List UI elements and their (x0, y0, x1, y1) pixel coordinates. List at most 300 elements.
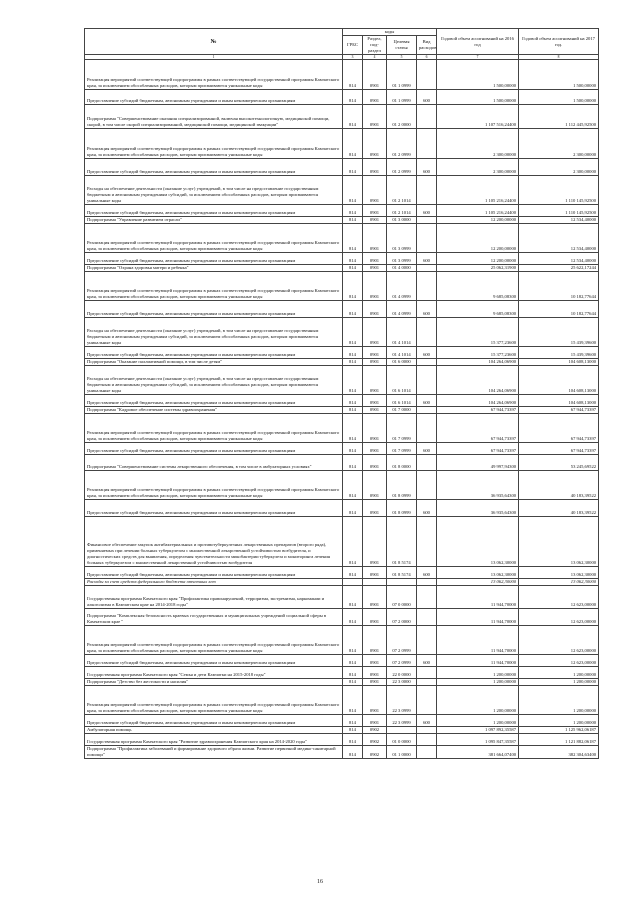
row-grbs: 814 (343, 224, 363, 253)
row-vid (417, 626, 437, 655)
row-vid (417, 734, 437, 746)
row-name: Расходы за счет средств федерального бюджета отчетных лет (85, 579, 343, 586)
row-target: 01 7 0999 (387, 414, 417, 443)
row-amount-2017: 12 623,00000 (519, 626, 599, 655)
row-grbs: 814 (343, 159, 363, 176)
row-amount-2016: 381 664,07400 (437, 746, 519, 759)
row-name: Предоставление субсидий бюджетным, автономным учреждениям и иным некоммерческим организациям (85, 301, 343, 318)
row-target: 01 3 0000 (387, 217, 417, 224)
row-grbs: 814 (343, 455, 363, 471)
table-row (85, 272, 599, 301)
row-grbs: 814 (343, 655, 363, 667)
header-vid: Вид расходов (417, 36, 437, 55)
row-vid (417, 60, 437, 90)
row-amount-2017: 1 112 445,92500 (519, 105, 599, 129)
column-number: 5 (387, 55, 417, 60)
row-amount-2017: 10 182,77644 (519, 301, 599, 318)
row-vid (417, 746, 437, 759)
table-row (85, 626, 599, 655)
table-row (85, 679, 599, 686)
row-target: 01 3 0999 (387, 224, 417, 253)
row-name: Предоставление субсидий бюджетным, автономным учреждениям и иным некоммерческим организациям (85, 655, 343, 667)
row-vid: 600 (417, 159, 437, 176)
row-target: 01 8 0000 (387, 455, 417, 471)
row-name: Предоставление субсидий бюджетным, автономным учреждениям и иным некоммерческим организациям (85, 159, 343, 176)
row-amount-2016: 11 944,70000 (437, 655, 519, 667)
row-vid (417, 667, 437, 679)
row-name: Подпрограмма "Совершенствование оказания специализированной, включая высокотехнологичную, медицинской помощи, скорой, в том числе скорой специализированной, медицинской помощи, медицинской эвакуации" (85, 105, 343, 129)
row-amount-2016: 104 264,06900 (437, 395, 519, 407)
row-razdel: 0901 (363, 176, 387, 205)
table-row (85, 253, 599, 265)
column-number: 4 (363, 55, 387, 60)
table-row (85, 159, 599, 176)
row-amount-2016: 1 200,00000 (437, 686, 519, 715)
row-amount-2016: 1 500,00000 (437, 90, 519, 105)
row-razdel: 0901 (363, 159, 387, 176)
row-vid: 600 (417, 655, 437, 667)
row-amount-2016: 104 264,06900 (437, 366, 519, 395)
row-razdel: 0902 (363, 734, 387, 746)
row-amount-2016: 15 377,23600 (437, 318, 519, 347)
table-row (85, 90, 599, 105)
row-vid (417, 272, 437, 301)
row-amount-2016: 36 935,64300 (437, 471, 519, 500)
row-amount-2016: 67 944,73397 (437, 414, 519, 443)
row-amount-2017: 2 300,00000 (519, 159, 599, 176)
table-row (85, 443, 599, 455)
row-grbs: 814 (343, 217, 363, 224)
row-name: Реализация мероприятий соответствующей подпрограммы в рамках соответствующей государственной программы Камчатского края, за исключением обособленных расходов, которым присваиваются уникальные коды (85, 471, 343, 500)
row-amount-2017: 1 110 145,92500 (519, 176, 599, 205)
row-amount-2017: 15 439,39600 (519, 347, 599, 359)
row-amount-2016: 1 105 216,24400 (437, 176, 519, 205)
row-amount-2017: 67 944,73397 (519, 414, 599, 443)
row-amount-2017: 1 500,00000 (519, 60, 599, 90)
row-name: Предоставление субсидий бюджетным, автономным учреждениям и иным некоммерческим организациям (85, 395, 343, 407)
row-razdel: 0902 (363, 746, 387, 759)
row-name: Подпрограмма "Детство без жестокости и насилия" (85, 679, 343, 686)
row-name: Реализация мероприятий соответствующей подпрограммы в рамках соответствующей государственной программы Камчатского края, за исключением обособленных расходов, которым присваиваются уникальные коды (85, 686, 343, 715)
row-amount-2016: 67 944,73397 (437, 407, 519, 414)
table-row (85, 471, 599, 500)
row-name: Реализация мероприятий соответствующей подпрограммы в рамках соответствующей государственной программы Камчатского края, за исключением обособленных расходов, которым присваиваются уникальные коды (85, 224, 343, 253)
column-number: 3 (343, 55, 363, 60)
row-amount-2017: 12 534,40000 (519, 217, 599, 224)
row-name: Амбулаторная помощь (85, 727, 343, 734)
row-name: Государственная программа Камчатского края "Развитие здравоохранения Камчатского края на 2014-2020 годы" (85, 734, 343, 746)
header-grbs: ГРБС (343, 36, 363, 55)
row-grbs: 814 (343, 60, 363, 90)
row-vid (417, 586, 437, 609)
row-razdel: 0901 (363, 679, 387, 686)
table-row (85, 129, 599, 159)
table-row (85, 727, 599, 734)
row-name: Предоставление субсидий бюджетным, автономным учреждениям и иным некоммерческим организациям (85, 567, 343, 579)
header-codes: коды (343, 29, 437, 36)
row-razdel: 0901 (363, 471, 387, 500)
row-grbs: 814 (343, 727, 363, 734)
row-amount-2017: 1 200,00000 (519, 667, 599, 679)
row-amount-2016: 1 105 216,24400 (437, 205, 519, 217)
row-amount-2017: 104 608,13000 (519, 366, 599, 395)
row-target: 01 6 1014 (387, 395, 417, 407)
row-razdel: 0901 (363, 105, 387, 129)
table-row (85, 686, 599, 715)
row-amount-2016: 1 097 892,35587 (437, 727, 519, 734)
row-vid (417, 359, 437, 366)
row-amount-2016: 67 944,73397 (437, 443, 519, 455)
row-razdel: 0901 (363, 301, 387, 318)
row-vid: 600 (417, 443, 437, 455)
table-row (85, 746, 599, 759)
row-name: Подпрограмма "Комплексная безопасность краевых государственных и муниципальных учреждений социальной сферы в Камчатском крае " (85, 609, 343, 626)
row-grbs: 814 (343, 517, 363, 567)
table-row (85, 105, 599, 129)
row-amount-2016: 36 935,64300 (437, 500, 519, 517)
row-target: 01 2 0000 (387, 105, 417, 129)
row-razdel: 0901 (363, 224, 387, 253)
row-amount-2016: 13 062,30000 (437, 517, 519, 567)
header-2016: Годовой объем ассигнований на 2016 год (437, 29, 519, 55)
table-row (85, 715, 599, 727)
row-target: 01 8 5174 (387, 517, 417, 567)
row-amount-2016: 9 685,08300 (437, 272, 519, 301)
row-amount-2017: 1 121 882,06187 (519, 734, 599, 746)
table-row (85, 407, 599, 414)
row-amount-2016: 104 264,06900 (437, 359, 519, 366)
row-grbs: 814 (343, 407, 363, 414)
row-amount-2016: 1 200,00000 (437, 715, 519, 727)
row-razdel: 0901 (363, 129, 387, 159)
row-vid (417, 129, 437, 159)
row-vid (417, 105, 437, 129)
row-razdel: 0901 (363, 347, 387, 359)
budget-table (84, 28, 599, 759)
row-grbs: 814 (343, 679, 363, 686)
row-grbs: 814 (343, 667, 363, 679)
row-amount-2017: 67 944,73397 (519, 443, 599, 455)
row-amount-2017: 13 062,30000 (519, 517, 599, 567)
row-grbs: 814 (343, 715, 363, 727)
table-row (85, 567, 599, 579)
column-number: 8 (519, 55, 599, 60)
row-grbs: 814 (343, 90, 363, 105)
row-name: Государственная программа Камчатского края "Семья и дети Камчатки на 2015-2018 годы" (85, 667, 343, 679)
row-razdel: 0901 (363, 609, 387, 626)
row-amount-2016: 2 300,00000 (437, 129, 519, 159)
header-razdel: Раздел, под-раздел (363, 36, 387, 55)
row-razdel: 0902 (363, 727, 387, 734)
row-amount-2016: 12 200,00000 (437, 217, 519, 224)
row-target: 22 3 0999 (387, 715, 417, 727)
table-row (85, 217, 599, 224)
table-row (85, 301, 599, 318)
row-grbs: 814 (343, 105, 363, 129)
row-target: 01 6 0000 (387, 359, 417, 366)
row-grbs: 814 (343, 746, 363, 759)
row-name: Реализация мероприятий соответствующей подпрограммы в рамках соответствующей государственной программы Камчатского края, за исключением обособленных расходов, которым присваиваются уникальные коды (85, 626, 343, 655)
row-vid: 600 (417, 205, 437, 217)
row-amount-2017: 1 200,00000 (519, 715, 599, 727)
row-grbs: 814 (343, 176, 363, 205)
row-razdel: 0901 (363, 686, 387, 715)
row-vid (417, 579, 437, 586)
row-target: 01 8 5174 (387, 567, 417, 579)
table-row (85, 359, 599, 366)
row-vid (417, 727, 437, 734)
row-amount-2017: 12 623,00000 (519, 586, 599, 609)
row-name: Подпрограмма "Охрана здоровья матери и ребенка" (85, 265, 343, 272)
row-amount-2017: 53 245,69522 (519, 455, 599, 471)
row-grbs: 814 (343, 586, 363, 609)
row-amount-2017: 15 439,39600 (519, 318, 599, 347)
page-number: 16 (317, 879, 323, 885)
row-target: 01 3 0999 (387, 253, 417, 265)
budget-table-page (84, 28, 598, 759)
row-amount-2016: 15 377,23600 (437, 347, 519, 359)
row-grbs: 814 (343, 129, 363, 159)
row-target: 22 0 0000 (387, 667, 417, 679)
row-vid (417, 455, 437, 471)
row-target: 01 2 0999 (387, 159, 417, 176)
row-target: 01 0 0000 (387, 734, 417, 746)
row-target: 22 3 0000 (387, 679, 417, 686)
row-grbs: 814 (343, 253, 363, 265)
row-grbs: 814 (343, 347, 363, 359)
table-row (85, 455, 599, 471)
table-row (85, 265, 599, 272)
row-amount-2017: 25 622,17244 (519, 265, 599, 272)
row-razdel: 0901 (363, 626, 387, 655)
row-target: 22 3 0999 (387, 686, 417, 715)
row-grbs: 814 (343, 626, 363, 655)
row-name: Финансовое обеспечение закупок антибактериальных и противотуберкулезных лекарственных препаратов (второго ряда), применяемых при лечении больных туберкулезом с множественной лекарственной устойчивостью возбудителя, и диагностических средств для выявления, определения чувствительности микобактерии туберкулеза и мониторинга лечения больных туберкулезом с множественной лекарственной устойчивостью возбудителя (85, 517, 343, 567)
row-amount-2016: 1 095 847,35587 (437, 734, 519, 746)
row-name: Государственная программа Камчатского края "Профилактика правонарушений, терроризма, экстремизма, наркомании и алкоголизма в Камчатском крае на 2014-2018 годы" (85, 586, 343, 609)
row-name: Расходы на обеспечение деятельности (оказание услуг) учреждений, в том числе на предоставление государственным бюджетным и автономным учреждениям субсидий, за исключением обособленных расходов, которым присваиваются уникальные коды (85, 318, 343, 347)
row-amount-2016: 11 944,70000 (437, 626, 519, 655)
row-razdel: 0901 (363, 395, 387, 407)
row-razdel: 0901 (363, 414, 387, 443)
table-row (85, 609, 599, 626)
row-amount-2016: 1 200,00000 (437, 667, 519, 679)
row-amount-2017: 1 125 962,06187 (519, 727, 599, 734)
table-row (85, 347, 599, 359)
row-vid (417, 471, 437, 500)
row-vid (417, 265, 437, 272)
row-amount-2016: 12 200,00000 (437, 253, 519, 265)
row-target: 01 4 0000 (387, 265, 417, 272)
row-vid (417, 217, 437, 224)
table-row (85, 176, 599, 205)
row-amount-2017: 40 183,39522 (519, 500, 599, 517)
row-vid (417, 407, 437, 414)
row-razdel: 0901 (363, 455, 387, 471)
row-target: 01 1 0999 (387, 90, 417, 105)
row-razdel: 0901 (363, 586, 387, 609)
row-grbs: 814 (343, 443, 363, 455)
table-row (85, 579, 599, 586)
row-razdel: 0901 (363, 517, 387, 567)
row-amount-2017: 1 200,00000 (519, 686, 599, 715)
row-amount-2016: 1 200,00000 (437, 679, 519, 686)
row-razdel: 0901 (363, 253, 387, 265)
row-grbs: 814 (343, 318, 363, 347)
row-vid (417, 679, 437, 686)
row-grbs: 814 (343, 471, 363, 500)
row-name: Предоставление субсидий бюджетным, автономным учреждениям и иным некоммерческим организациям (85, 715, 343, 727)
table-row (85, 318, 599, 347)
row-target: 01 1 0999 (387, 60, 417, 90)
row-razdel: 0901 (363, 567, 387, 579)
row-grbs: 814 (343, 205, 363, 217)
row-vid (417, 176, 437, 205)
row-amount-2017: 12 534,40000 (519, 224, 599, 253)
row-vid (417, 366, 437, 395)
row-vid (417, 686, 437, 715)
row-amount-2017: 40 183,39522 (519, 471, 599, 500)
row-grbs: 814 (343, 265, 363, 272)
row-razdel: 0901 (363, 366, 387, 395)
row-amount-2017: 1 500,00000 (519, 90, 599, 105)
row-target: 01 7 0999 (387, 443, 417, 455)
row-grbs: 814 (343, 500, 363, 517)
row-name: Реализация мероприятий соответствующей подпрограммы в рамках соответствующей государственной программы Камчатского края, за исключением обособленных расходов, которым присваиваются уникальные коды (85, 60, 343, 90)
row-target: 07 2 0999 (387, 626, 417, 655)
row-vid: 600 (417, 715, 437, 727)
row-grbs: 814 (343, 366, 363, 395)
table-row (85, 414, 599, 443)
row-grbs: 814 (343, 734, 363, 746)
table-row (85, 205, 599, 217)
row-amount-2016: 2 300,00000 (437, 159, 519, 176)
row-amount-2017: 12 534,40000 (519, 253, 599, 265)
table-row (85, 586, 599, 609)
row-razdel: 0901 (363, 60, 387, 90)
row-amount-2017: 13 062,30000 (519, 567, 599, 579)
row-grbs: 814 (343, 395, 363, 407)
row-grbs (343, 579, 363, 586)
row-amount-2016: 13 062,30000 (437, 579, 519, 586)
row-grbs: 814 (343, 567, 363, 579)
row-grbs: 814 (343, 609, 363, 626)
row-razdel: 0901 (363, 655, 387, 667)
row-amount-2017: 1 110 145,92500 (519, 205, 599, 217)
row-vid: 600 (417, 395, 437, 407)
row-grbs: 814 (343, 301, 363, 318)
row-name: Подпрограмма "Кадровое обеспечение системы здравоохранения" (85, 407, 343, 414)
row-grbs: 814 (343, 272, 363, 301)
column-number: 1 (85, 55, 343, 60)
row-razdel: 0901 (363, 205, 387, 217)
row-amount-2016: 9 685,08300 (437, 301, 519, 318)
row-amount-2016: 13 062,30000 (437, 567, 519, 579)
row-amount-2017: 1 200,00000 (519, 679, 599, 686)
row-amount-2016: 1 107 516,24400 (437, 105, 519, 129)
row-name: Подпрограмма "Совершенствование системы лекарственного обеспечения, в том числе в амбулаторных условиях" (85, 455, 343, 471)
row-razdel: 0901 (363, 715, 387, 727)
table-row (85, 224, 599, 253)
row-target: 07 2 0999 (387, 655, 417, 667)
row-target (387, 727, 417, 734)
row-name: Реализация мероприятий соответствующей подпрограммы в рамках соответствующей государственной программы Камчатского края, за исключением обособленных расходов, которым присваиваются уникальные коды (85, 414, 343, 443)
row-vid (417, 224, 437, 253)
row-razdel: 0901 (363, 359, 387, 366)
header-target: Целевая статья (387, 36, 417, 55)
row-name: Реализация мероприятий соответствующей подпрограммы в рамках соответствующей государственной программы Камчатского края, за исключением обособленных расходов, которым присваиваются уникальные коды (85, 129, 343, 159)
column-number: 6 (417, 55, 437, 60)
row-vid: 600 (417, 90, 437, 105)
row-vid (417, 414, 437, 443)
row-target: 01 8 0999 (387, 500, 417, 517)
row-name: Подпрограмма "Профилактика заболеваний и формирование здорового образа жизни. Развитие первичной медико-санитарной помощи" (85, 746, 343, 759)
row-amount-2016: 25 062,31900 (437, 265, 519, 272)
row-name: Расходы на обеспечение деятельности (оказание услуг) учреждений, в том числе на предоставление государственным бюджетным и автономным учреждениям субсидий, за исключением обособленных расходов, которым присваиваются уникальные коды (85, 366, 343, 395)
row-grbs: 814 (343, 686, 363, 715)
row-target: 07 2 0000 (387, 609, 417, 626)
row-amount-2016: 12 200,00000 (437, 224, 519, 253)
row-grbs: 814 (343, 414, 363, 443)
row-amount-2017: 13 062,30000 (519, 579, 599, 586)
row-amount-2016: 11 944,70000 (437, 586, 519, 609)
row-razdel: 0901 (363, 443, 387, 455)
row-name: Предоставление субсидий бюджетным, автономным учреждениям и иным некоммерческим организациям (85, 253, 343, 265)
row-amount-2017: 104 608,13000 (519, 395, 599, 407)
column-number: 7 (437, 55, 519, 60)
table-row (85, 517, 599, 567)
row-target: 01 2 1014 (387, 176, 417, 205)
row-vid (417, 609, 437, 626)
row-grbs: 814 (343, 359, 363, 366)
row-target: 01 7 0000 (387, 407, 417, 414)
row-amount-2017: 10 182,77644 (519, 272, 599, 301)
row-razdel: 0901 (363, 407, 387, 414)
row-vid (417, 318, 437, 347)
row-amount-2016: 1 500,00000 (437, 60, 519, 90)
row-vid: 600 (417, 347, 437, 359)
row-target: 01 4 0999 (387, 301, 417, 318)
row-vid: 600 (417, 500, 437, 517)
row-vid: 600 (417, 301, 437, 318)
row-target: 07 0 0000 (387, 586, 417, 609)
row-name: Предоставление субсидий бюджетным, автономным учреждениям и иным некоммерческим организациям (85, 443, 343, 455)
row-vid: 600 (417, 567, 437, 579)
header-2017: Годовой объем ассигнований на 2017 год. (519, 29, 599, 55)
row-target: 01 1 0000 (387, 746, 417, 759)
row-name: Расходы на обеспечение деятельности (оказание услуг) учреждений, в том числе на предоставление государственным бюджетным и автономным учреждениям субсидий, за исключением обособленных расходов, которым присваиваются уникальные коды (85, 176, 343, 205)
row-name: Подпрограмма "Оказание паллиативной помощи, в том числе детям" (85, 359, 343, 366)
table-row (85, 655, 599, 667)
row-name: Предоставление субсидий бюджетным, автономным учреждениям и иным некоммерческим организациям (85, 347, 343, 359)
row-amount-2017: 382 304,63400 (519, 746, 599, 759)
table-row (85, 395, 599, 407)
row-target: 01 2 1014 (387, 205, 417, 217)
row-amount-2017: 104 608,13000 (519, 359, 599, 366)
row-razdel: 0901 (363, 217, 387, 224)
table-row (85, 60, 599, 90)
row-razdel: 0901 (363, 500, 387, 517)
table-row (85, 734, 599, 746)
row-amount-2017: 67 944,73397 (519, 407, 599, 414)
row-target (387, 579, 417, 586)
row-target: 01 4 1014 (387, 347, 417, 359)
row-amount-2017: 12 623,00000 (519, 655, 599, 667)
row-name: Реализация мероприятий соответствующей подпрограммы в рамках соответствующей государственной программы Камчатского края, за исключением обособленных расходов, которым присваиваются уникальные коды (85, 272, 343, 301)
row-target: 01 2 0999 (387, 129, 417, 159)
row-amount-2017: 12 623,00000 (519, 609, 599, 626)
row-razdel: 0901 (363, 90, 387, 105)
